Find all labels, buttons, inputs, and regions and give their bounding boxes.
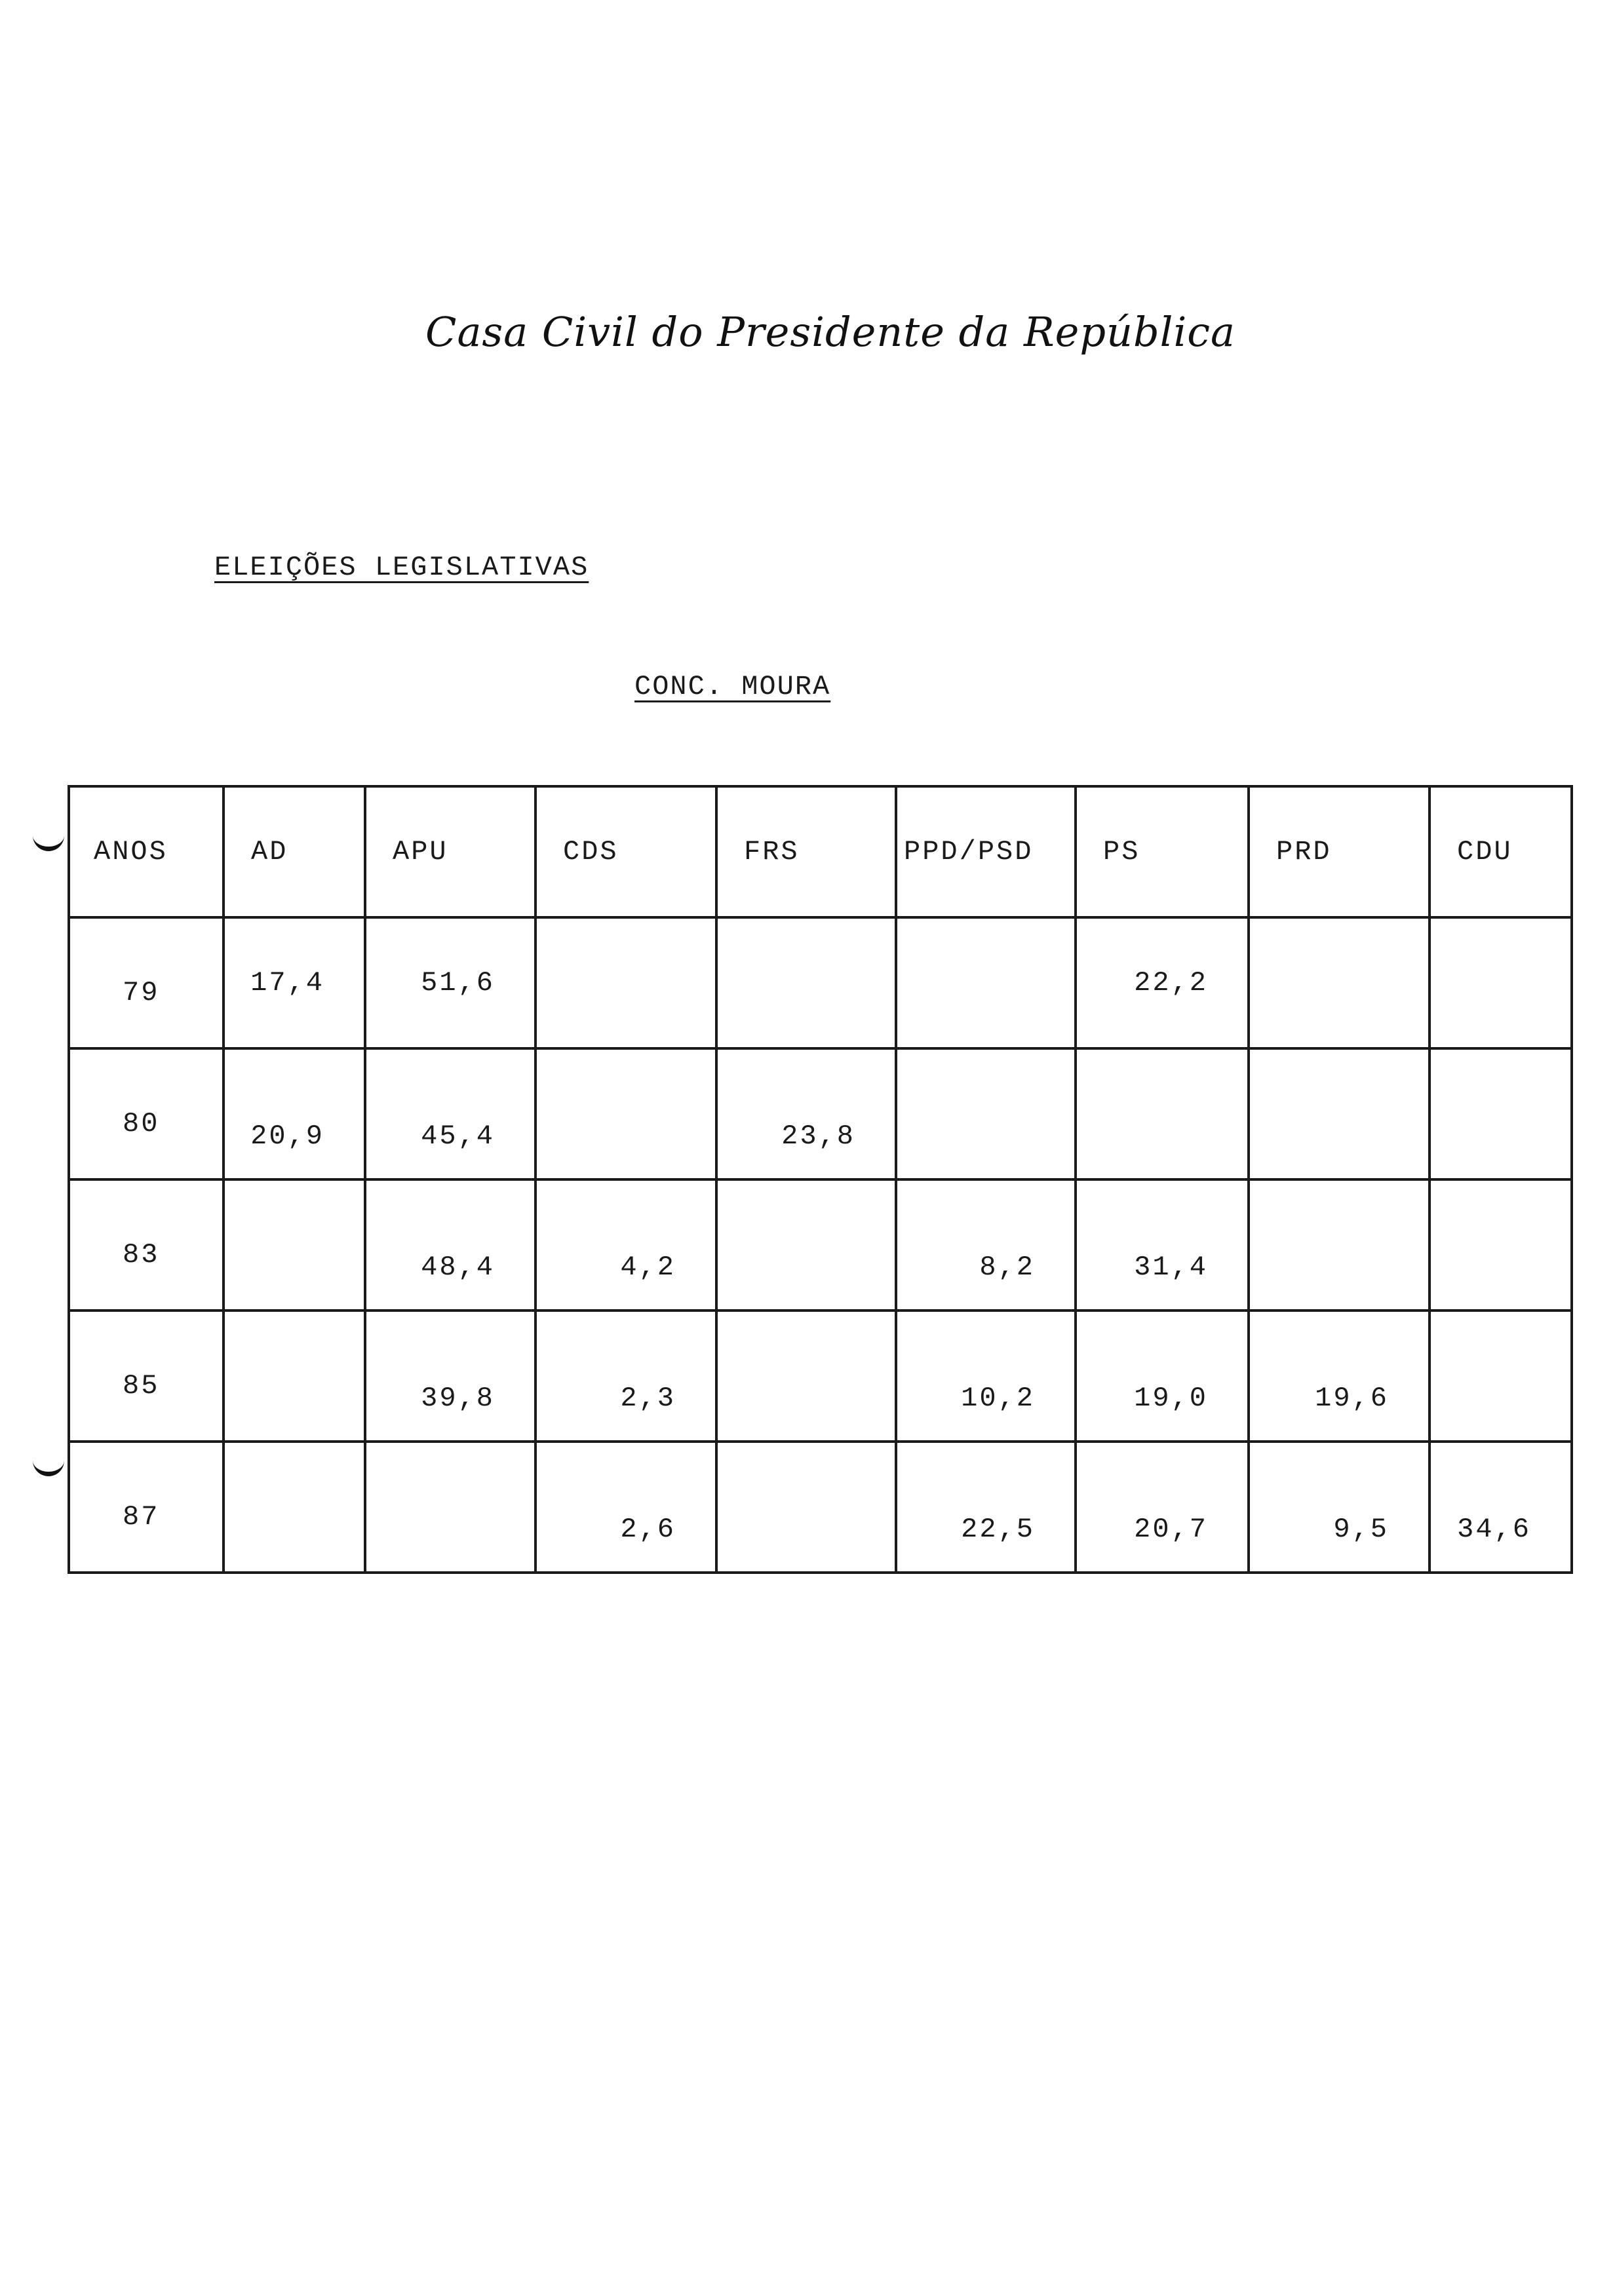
- cell-year: 83: [69, 1179, 224, 1311]
- letterhead: Casa Civil do Presidente da República: [425, 308, 1236, 356]
- header-anos: ANOS: [69, 786, 224, 917]
- cell-year: 85: [69, 1311, 224, 1442]
- header-prd: PRD: [1249, 786, 1430, 917]
- cell-year: 79: [69, 917, 224, 1048]
- cell-value: 51,6: [365, 917, 535, 1048]
- cell-value: 9,5: [1249, 1442, 1430, 1573]
- cell-value: 34,6: [1430, 1442, 1572, 1573]
- cell-year: 87: [69, 1442, 224, 1573]
- header-ps: PS: [1076, 786, 1249, 917]
- document-subtitle: CONC. MOURA: [634, 671, 831, 702]
- cell-value: 19,6: [1249, 1311, 1430, 1442]
- cell-value: [716, 1442, 896, 1573]
- header-ppd-psd: PPD/PSD: [896, 786, 1076, 917]
- header-ad: AD: [224, 786, 365, 917]
- cell-value: [1430, 1179, 1572, 1311]
- cell-value: [716, 917, 896, 1048]
- cell-value: [224, 1179, 365, 1311]
- cell-value: [1430, 1048, 1572, 1179]
- cell-value: [224, 1311, 365, 1442]
- table-row: [69, 1179, 1572, 1311]
- cell-value: [1076, 1048, 1249, 1179]
- cell-year: 80: [69, 1048, 224, 1179]
- header-frs: FRS: [716, 786, 896, 917]
- cell-value: [365, 1442, 535, 1573]
- cell-value: 31,4: [1076, 1179, 1249, 1311]
- cell-value: [896, 1048, 1076, 1179]
- cell-value: 20,7: [1076, 1442, 1249, 1573]
- cell-value: 17,4: [224, 917, 365, 1048]
- cell-value: 2,6: [535, 1442, 716, 1573]
- margin-bracket-mark: [33, 1452, 64, 1476]
- cell-value: [224, 1442, 365, 1573]
- cell-value: 2,3: [535, 1311, 716, 1442]
- election-results-table: [68, 785, 1573, 1574]
- cell-value: [535, 917, 716, 1048]
- table-row: [69, 1442, 1572, 1573]
- cell-value: [716, 1179, 896, 1311]
- header-apu: APU: [365, 786, 535, 917]
- cell-value: 20,9: [224, 1048, 365, 1179]
- cell-value: 48,4: [365, 1179, 535, 1311]
- table-row: [69, 917, 1572, 1048]
- header-cds: CDS: [535, 786, 716, 917]
- cell-value: [535, 1048, 716, 1179]
- cell-value: [1249, 1048, 1430, 1179]
- table-row: [69, 1311, 1572, 1442]
- cell-value: [1430, 917, 1572, 1048]
- header-cdu: CDU: [1430, 786, 1572, 917]
- cell-value: 45,4: [365, 1048, 535, 1179]
- cell-value: [1249, 917, 1430, 1048]
- cell-value: [1430, 1311, 1572, 1442]
- margin-bracket-mark: [33, 827, 64, 851]
- document-title: ELEIÇÕES LEGISLATIVAS: [214, 552, 589, 583]
- cell-value: 4,2: [535, 1179, 716, 1311]
- cell-value: [1249, 1179, 1430, 1311]
- cell-value: 39,8: [365, 1311, 535, 1442]
- cell-value: 22,2: [1076, 917, 1249, 1048]
- cell-value: 19,0: [1076, 1311, 1249, 1442]
- cell-value: 10,2: [896, 1311, 1076, 1442]
- table-row: [69, 1048, 1572, 1179]
- table-header-row: [69, 786, 1572, 917]
- cell-value: 22,5: [896, 1442, 1076, 1573]
- cell-value: [896, 917, 1076, 1048]
- cell-value: [716, 1311, 896, 1442]
- cell-value: 8,2: [896, 1179, 1076, 1311]
- cell-value: 23,8: [716, 1048, 896, 1179]
